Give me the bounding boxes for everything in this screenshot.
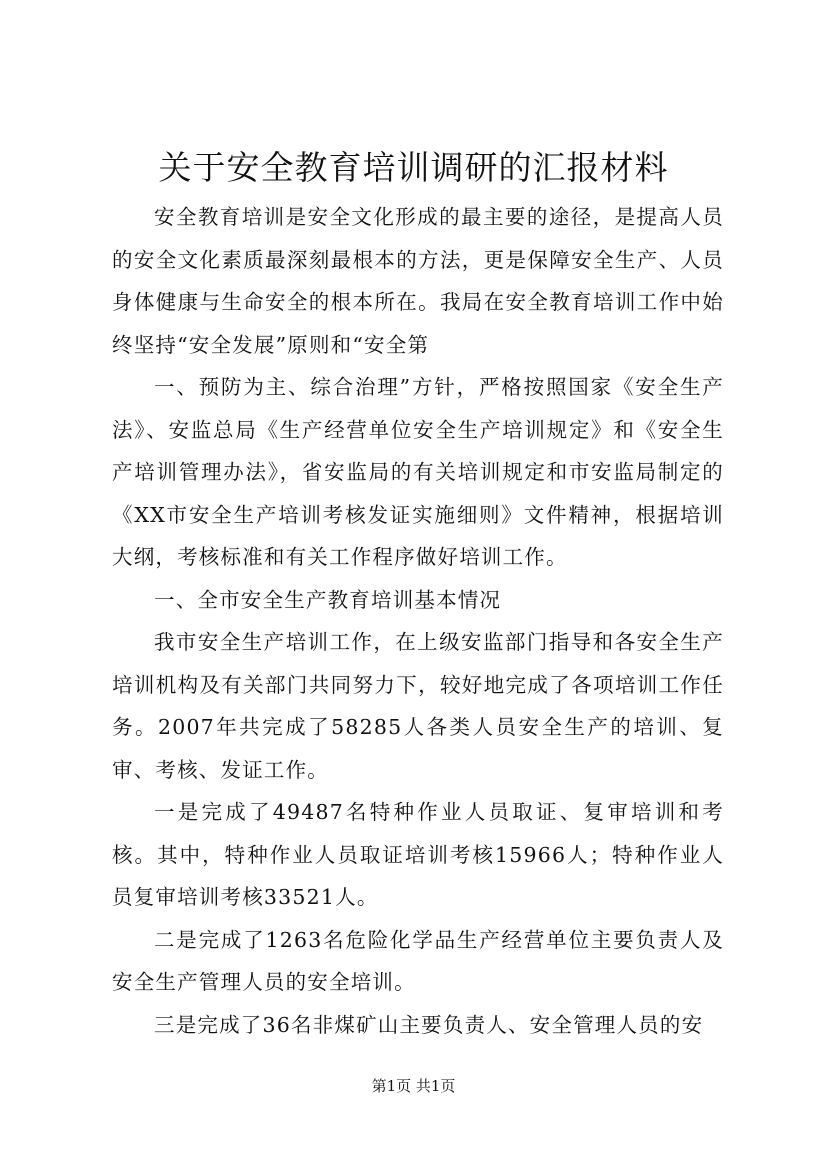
document-title: 关于安全教育培训调研的汇报材料 [158,148,669,187]
page-number-footer: 第1页 共1页 [371,1077,456,1095]
section-heading: 一、全市安全生产教育培训基本情况 [154,587,502,612]
paragraph: 一、预防为主、综合治理”方针，严格按照国家《安全生产法》、安监总局《生产经营单位安全生产培训规定》和《安全生产培训管理办法》，省安监局的有关培训规定和市安监局制定的《XX市安全生产培训考核发证实施细则》文件精神，根据培训大纲，考核标准和有关工作程序做好培训工作。 [112,375,724,569]
paragraph: 三是完成了36名非煤矿山主要负责人、安全管理人员的安 [154,1012,704,1037]
paragraph: 二是完成了1263名危险化学品生产经营单位主要负责人及安全生产管理人员的安全培训。 [112,927,724,994]
paragraph: 我市安全生产培训工作，在上级安监部门指导和各安全生产培训机构及有关部门共同努力下，较好地完成了各项培训工作任务。2007年共完成了58285人各类人员安全生产的培训、复审、考核、发证工作。 [112,630,724,782]
document-body [112,196,724,1046]
paragraph: 一是完成了49487名特种作业人员取证、复审培训和考核。其中，特种作业人员取证培训考核15966人；特种作业人员复审培训考核33521人。 [112,800,724,909]
paragraph: 安全教育培训是安全文化形成的最主要的途径，是提高人员的安全文化素质最深刻最根本的方法，更是保障安全生产、人员身体健康与生命安全的根本所在。我局在安全教育培训工作中始终坚持“安全发展”原则和“安全第 [112,205,724,357]
